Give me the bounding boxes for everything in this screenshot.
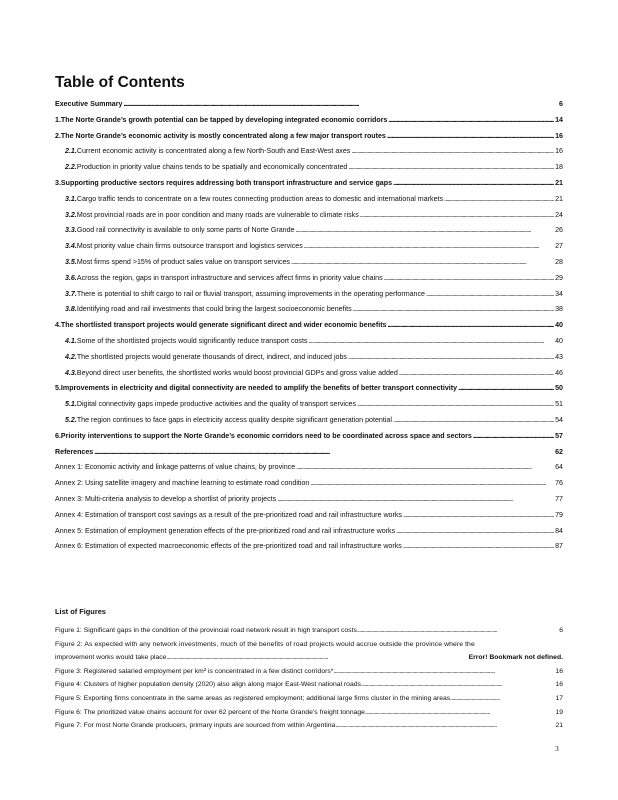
leader-dots <box>399 369 554 377</box>
toc-entry-label: There is potential to shift cargo to rail or fluvial transport, assuming improvements in the operating performance <box>76 289 425 298</box>
leader-dots: . . . . . . . . . . . . . . . . . . . . . . . . . . . . . . . . . . . . . . . . . . . . . . . . . . . . . . . . . . . . . . . . . . . . . . . . . . . . . . . . . . . . . . . . . . . . . . . . . . . . . . . . . . . . . . . . . . . . . . . . . . . . . . . . . . . . . . . . . <box>335 722 496 730</box>
toc-entry-text <box>65 369 398 377</box>
leader-dots <box>277 495 554 503</box>
leader-dots <box>291 258 554 266</box>
toc-entry[interactable] <box>55 511 563 519</box>
lof-title: List of Figures <box>55 607 106 617</box>
toc-list <box>55 100 563 558</box>
lof-entry-text: Figure 5: Exporting firms concentrate in the same areas as registered employment; additional large firms cluster in the mining areas <box>55 695 451 703</box>
toc-entry-page: 40 <box>555 321 563 330</box>
toc-entry-page: 46 <box>555 368 563 377</box>
toc-entry-label: The Norte Grande’s economic activity is mostly concentrated along a few major transport routes <box>60 131 386 140</box>
toc-entry[interactable] <box>55 448 563 456</box>
toc-entry-number: 3.6. <box>65 273 77 282</box>
leader-dots <box>444 195 554 203</box>
toc-entry-text <box>65 305 352 313</box>
leader-dots <box>473 432 554 440</box>
toc-entry-text <box>55 100 122 108</box>
toc-entry-label: The shortlisted projects would generate thousands of direct, indirect, and induced jobs <box>76 352 347 361</box>
leader-dots <box>458 384 554 392</box>
leader-dots <box>403 542 554 550</box>
toc-entry[interactable] <box>55 479 563 487</box>
toc-entry-label: The region continues to face gaps in electricity access quality despite significant generation potential <box>76 415 392 424</box>
lof-entry-text: Figure 7: For most Norte Grande producers, primary inputs are sourced from within Argentina <box>55 722 336 730</box>
lof-entry-text-line2: improvement works would take place <box>55 654 167 662</box>
toc-entry-label: Good rail connectivity is available to only some parts of Norte Grande <box>76 226 295 235</box>
toc-entry-label: Priority interventions to support the Norte Grande’s economic corridors need to be coordinated across space and sectors <box>60 431 472 440</box>
lof-entry-text: Figure 3: Registered salaried employment per km² is concentrated in a few distinct corridors* <box>55 667 334 675</box>
toc-entry[interactable] <box>55 416 563 424</box>
toc-entry-page: 16 <box>555 147 563 156</box>
toc-entry-page: 24 <box>555 210 563 219</box>
toc-entry-text <box>55 432 472 440</box>
toc-entry-label: Production in priority value chains tends to be spatially and economically concentrated <box>76 163 348 172</box>
toc-entry-label: Annex 1: Economic activity and linkage patterns of value chains, by province <box>55 463 296 472</box>
toc-entry[interactable] <box>55 463 563 471</box>
toc-entry-label: The Norte Grande’s growth potential can be tapped by developing integrated economic corridors <box>60 115 388 124</box>
toc-entry-text <box>55 448 93 456</box>
lof-entry-2[interactable] <box>55 641 563 663</box>
leader-dots <box>304 242 554 250</box>
toc-entry-page: 34 <box>555 289 563 298</box>
toc-entry-page: 57 <box>555 431 563 440</box>
toc-entry-label: Annex 2: Using satellite imagery and machine learning to estimate road condition <box>55 479 310 488</box>
lof-entry-page-error: Error! Bookmark not defined. <box>468 654 563 662</box>
lof-entry-4[interactable] <box>55 681 563 689</box>
toc-entry-page: 29 <box>555 273 563 282</box>
toc-entry-text <box>55 479 309 487</box>
leader-dots <box>357 400 554 408</box>
toc-entry-label: Annex 3: Multi-criteria analysis to develop a shortlist of priority projects <box>55 494 277 503</box>
toc-entry-page: 14 <box>555 115 563 124</box>
toc-title: Table of Contents <box>55 74 185 91</box>
toc-entry-text <box>55 132 386 140</box>
toc-entry-text <box>55 384 457 392</box>
toc-entry-text <box>55 321 387 329</box>
toc-entry-label: Most firms spend >15% of product sales value on transport services <box>76 257 290 266</box>
lof-entry-1[interactable] <box>55 627 563 635</box>
leader-dots: . . . . . . . . . . . . . . . . . . . . . . . . . . . . . . . . . . . . . . . . . . <box>450 695 500 703</box>
leader-dots <box>296 226 555 234</box>
leader-dots <box>387 132 554 140</box>
lof-entry-text: Figure 1: Significant gaps in the condition of the provincial road network result in high transport costs <box>55 627 357 635</box>
toc-entry-text <box>65 400 356 408</box>
toc-entry-text <box>65 226 295 234</box>
toc-entry[interactable] <box>55 132 563 140</box>
toc-entry-text <box>65 416 392 424</box>
toc-entry[interactable] <box>55 542 563 550</box>
toc-entry-page: 28 <box>555 257 563 266</box>
toc-entry[interactable] <box>55 100 563 108</box>
leader-dots <box>388 116 554 124</box>
toc-entry[interactable] <box>55 274 563 282</box>
toc-entry-page: 62 <box>555 447 563 456</box>
toc-entry-text <box>65 147 350 155</box>
leader-dots: . . . . . . . . . . . . . . . . . . . . . . . . . . . . . . . . . . . . . . . . . . . . . . . . . . . . . . . . . . . . . . . . . . . . . . . . . . . . . . . . . . . . . . . . . . . . . . . . . . . . . . . . . . . . . . . . . . . . . . . . . . . . . . . . . . . . . . . . . <box>166 654 328 662</box>
toc-entry[interactable] <box>55 305 563 313</box>
toc-entry-label: Cargo traffic tends to concentrate on a few routes connecting production areas to domestic and international markets <box>76 194 444 203</box>
toc-entry-number: 3.1. <box>65 194 77 203</box>
toc-entry-page: 76 <box>555 479 563 488</box>
toc-entry-page: 84 <box>555 526 563 535</box>
toc-entry[interactable] <box>55 147 563 155</box>
lof-entry-5[interactable] <box>55 695 563 703</box>
toc-entry-page: 26 <box>555 226 563 235</box>
toc-entry-page: 51 <box>555 400 563 409</box>
lof-entry-page: 6 <box>559 627 563 635</box>
toc-entry-text <box>65 337 308 345</box>
toc-entry-number: 2.2. <box>65 163 77 172</box>
toc-entry[interactable] <box>55 527 563 535</box>
leader-dots: . . . . . . . . . . . . . . . . . . . . . . . . . . . . . . . . . . . . . . . . . . . . . . . . . . . . . . . . . . . . . . . . . . . . . . . . . . . . . . . . . . . . . . . . . . . . . . . . . . . . . . . . . . <box>364 708 490 716</box>
toc-entry-number: 3.2. <box>65 210 77 219</box>
leader-dots <box>384 274 554 282</box>
toc-entry-number: 5. <box>55 384 61 393</box>
toc-entry[interactable] <box>55 242 563 250</box>
toc-entry-text <box>65 258 290 266</box>
toc-entry-number: 1. <box>55 115 61 124</box>
lof-entry-page: 17 <box>555 695 563 703</box>
toc-entry[interactable] <box>55 290 563 298</box>
toc-entry-page: 54 <box>555 415 563 424</box>
leader-dots <box>393 416 554 424</box>
toc-entry-number: 3.4. <box>65 242 77 251</box>
toc-entry-page: 18 <box>555 163 563 172</box>
toc-entry-text <box>65 353 347 361</box>
toc-entry-label: Current economic activity is concentrated along a few North-South and East-West axes <box>76 147 351 156</box>
leader-dots <box>348 353 554 361</box>
toc-entry-page: 21 <box>555 194 563 203</box>
toc-entry-number: 4.2. <box>65 352 77 361</box>
toc-entry-number: 3.3. <box>65 226 77 235</box>
toc-entry-number: 3.7. <box>65 289 77 298</box>
lof-entry-page: 21 <box>555 722 563 730</box>
toc-entry[interactable] <box>55 369 563 377</box>
lof-entry-6[interactable] <box>55 709 563 717</box>
toc-entry-page: 77 <box>555 494 563 503</box>
toc-entry-label: Some of the shortlisted projects would significantly reduce transport costs <box>76 336 308 345</box>
toc-entry[interactable] <box>55 163 563 171</box>
toc-entry-number: 2. <box>55 131 61 140</box>
toc-entry[interactable] <box>55 116 563 124</box>
toc-entry-label: Digital connectivity gaps impede productive activities and the quality of transport services <box>76 400 357 409</box>
page-number: 3 <box>555 744 559 753</box>
toc-entry-page: 6 <box>559 100 563 108</box>
toc-entry-number: 4.3. <box>65 368 77 377</box>
toc-entry[interactable] <box>55 400 563 408</box>
toc-entry-page: 50 <box>555 384 563 393</box>
leader-dots <box>403 511 554 519</box>
toc-entry-text <box>55 527 395 535</box>
toc-entry-text <box>55 542 402 550</box>
toc-entry-label: The shortlisted transport projects would generate significant direct and wider economic benefits <box>60 321 387 330</box>
lof-entry-page: 19 <box>555 708 563 716</box>
lof-entry-page: 16 <box>555 681 563 689</box>
toc-entry-number: 3.5. <box>65 257 77 266</box>
toc-entry-label: Identifying road and rail investments that could bring the largest socioeconomic benefits <box>76 305 352 314</box>
toc-entry-page: 16 <box>555 131 563 140</box>
toc-entry-label: Supporting productive sectors requires addressing both transport infrastructure and service gaps <box>60 178 393 187</box>
toc-entry[interactable] <box>55 353 563 361</box>
toc-entry-number: 5.1. <box>65 400 77 409</box>
lof-entry-text-line1: Figure 2: As expected with any network investments, much of the benefits of road projects would accrue outside the province where the <box>55 640 475 648</box>
lof-entry-7[interactable] <box>55 722 563 730</box>
toc-entry-text <box>65 211 359 219</box>
leader-dots <box>123 100 558 108</box>
toc-entry-number: 5.2. <box>65 415 77 424</box>
leader-dots: . . . . . . . . . . . . . . . . . . . . . . . . . . . . . . . . . . . . . . . . . . . . . . . . . . . . . . . . . . . . . . . . . . . . . . . . . . . . . . . . . . . . . . . . . . . . . . . . . . . . . . . . . . . . . . . . . . . . . . . <box>356 627 497 635</box>
toc-entry-text <box>65 274 383 282</box>
toc-entry-number: 4.1. <box>65 336 77 345</box>
toc-entry-label: Most provincial roads are in poor condition and many roads are vulnerable to climate risks <box>76 210 359 219</box>
lof-entry-3[interactable] <box>55 668 563 676</box>
toc-entry-label: Annex 6: Estimation of expected macroeconomic effects of the pre-prioritized road and rail infrastructure works <box>55 542 402 551</box>
toc-entry[interactable] <box>55 337 563 345</box>
leader-dots <box>353 305 554 313</box>
toc-entry-page: 43 <box>555 352 563 361</box>
leader-dots <box>360 211 554 219</box>
leader-dots <box>388 321 555 329</box>
leader-dots <box>310 479 554 487</box>
toc-entry-number: 3.8. <box>65 305 77 314</box>
leader-dots <box>296 463 554 471</box>
toc-entry-label: Most priority value chain firms outsource transport and logistics services <box>76 242 303 251</box>
toc-entry-label: Beyond direct user benefits, the shortlisted works would boost provincial GDPs and gross value added <box>76 368 398 377</box>
toc-entry-page: 38 <box>555 305 563 314</box>
toc-entry-text <box>65 290 425 298</box>
toc-entry[interactable] <box>55 226 563 234</box>
toc-entry[interactable] <box>55 384 563 392</box>
toc-entry-page: 27 <box>555 242 563 251</box>
toc-entry[interactable] <box>55 321 563 329</box>
document-page <box>55 74 563 736</box>
leader-dots <box>396 527 554 535</box>
lof-entry-text: Figure 4: Clusters of higher population density (2020) also align along major East-West national roads <box>55 681 361 689</box>
toc-entry-number: 3. <box>55 178 61 187</box>
toc-entry-text <box>55 495 276 503</box>
toc-entry-page: 21 <box>555 178 563 187</box>
toc-entry-page: 40 <box>555 336 563 345</box>
lof-entry-page: 16 <box>555 667 563 675</box>
leader-dots <box>348 163 554 171</box>
toc-entry-number: 6. <box>55 431 61 440</box>
leader-dots <box>393 179 554 187</box>
toc-entry-label: Annex 4: Estimation of transport cost savings as a result of the pre-prioritized road and rail infrastructure works <box>55 510 402 519</box>
leader-dots <box>94 448 554 456</box>
toc-entry-label: Executive Summary <box>55 100 123 108</box>
toc-entry-text <box>55 179 392 187</box>
toc-entry-page: 79 <box>555 510 563 519</box>
lof-entry-text: Figure 6: The prioritized value chains account for over 62 percent of the Norte Grande’s freight tonnage <box>55 708 365 716</box>
toc-entry-page: 64 <box>555 463 563 472</box>
toc-entry-number: 4. <box>55 321 61 330</box>
toc-entry-text <box>55 463 295 471</box>
toc-entry-text <box>65 163 347 171</box>
toc-entry-page: 87 <box>555 542 563 551</box>
toc-entry-text <box>55 511 402 519</box>
toc-entry[interactable] <box>55 211 563 219</box>
toc-entry-text <box>55 116 387 124</box>
toc-entry-text <box>65 242 303 250</box>
leader-dots <box>426 290 554 298</box>
toc-entry-number: 2.1. <box>65 147 77 156</box>
toc-entry[interactable] <box>55 258 563 266</box>
leader-dots: . . . . . . . . . . . . . . . . . . . . . . . . . . . . . . . . . . . . . . . . . . . . . . . . . . . . . . . . . . . . . . . . . . . . . . . . . . . . . . . . . . . . . . . . . . . . . . . . . . . . . . . . . . . . . . . . . . . . . . . . <box>360 681 502 689</box>
toc-entry-label: References <box>55 447 94 456</box>
toc-entry[interactable] <box>55 179 563 187</box>
leader-dots: . . . . . . . . . . . . . . . . . . . . . . . . . . . . . . . . . . . . . . . . . . . . . . . . . . . . . . . . . . . . . . . . . . . . . . . . . . . . . . . . . . . . . . . . . . . . . . . . . . . . . . . . . . . . . . . . . . . . . . . . . . . . . . . . . . . . . . . . . <box>333 667 495 675</box>
toc-entry[interactable] <box>55 195 563 203</box>
toc-entry[interactable] <box>55 432 563 440</box>
toc-entry-label: Improvements in electricity and digital connectivity are needed to amplify the benefits of better transport connectivity <box>60 384 458 393</box>
leader-dots <box>351 147 554 155</box>
toc-entry-label: Across the region, gaps in transport infrastructure and services affect firms in priority value chains <box>76 273 383 282</box>
toc-entry[interactable] <box>55 495 563 503</box>
toc-entry-text <box>65 195 443 203</box>
leader-dots <box>309 337 555 345</box>
toc-entry-label: Annex 5: Estimation of employment generation effects of the pre-prioritized road and rail infrastructure works <box>55 526 396 535</box>
